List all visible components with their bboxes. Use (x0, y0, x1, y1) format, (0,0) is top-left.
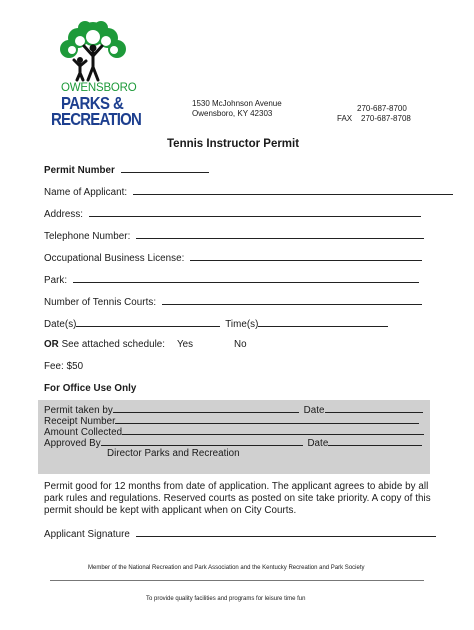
address-label: Address: (44, 209, 84, 220)
signature-label: Applicant Signature (44, 529, 130, 540)
permit-date-label: Date (303, 405, 325, 416)
signature-row (44, 527, 436, 540)
office-use-heading: For Office Use Only (44, 383, 137, 394)
park-field[interactable] (73, 273, 419, 283)
approved-date-label: Date (307, 438, 329, 449)
schedule-row (44, 339, 165, 350)
applicant-name-row (44, 185, 453, 198)
address-line-2: Owensboro, KY 42303 (192, 109, 273, 118)
address-field[interactable] (89, 207, 421, 217)
address-line-1: 1530 McJohnson Avenue (192, 99, 282, 108)
fax-number: 270-687-8708 (361, 114, 411, 123)
permit-taken-label: Permit taken by (44, 405, 113, 416)
logo-owensboro: OWENSBORO (61, 82, 137, 94)
dates-times-row (44, 317, 388, 330)
phone-number: 270-687-8700 (357, 104, 407, 113)
logo-parks: PARKS & (61, 93, 124, 114)
times-label: Time(s) (225, 319, 259, 330)
receipt-label: Receipt Number (44, 416, 116, 427)
park-label: Park: (44, 275, 68, 286)
schedule-label: See attached schedule: (61, 339, 166, 350)
park-row (44, 273, 419, 286)
page-title: Tennis Instructor Permit (167, 138, 300, 150)
mission-text: To provide quality facilities and programs for leisure time fun (146, 596, 306, 602)
tennis-courts-row (44, 295, 422, 308)
amount-label: Amount Collected (44, 427, 123, 438)
no-option[interactable]: No (234, 339, 247, 350)
fax-row (337, 114, 411, 123)
yes-option[interactable]: Yes (177, 339, 194, 350)
dates-field[interactable] (76, 317, 220, 327)
amount-field[interactable] (122, 425, 424, 435)
applicant-name-field[interactable] (133, 185, 453, 195)
tennis-courts-label: Number of Tennis Courts: (44, 297, 157, 308)
director-label: Director Parks and Recreation (107, 448, 240, 459)
footer-divider (50, 580, 424, 581)
telephone-label: Telephone Number: (44, 231, 131, 242)
business-license-row (44, 251, 422, 264)
terms-line-2: park rules and regulations. Reserved courts as posted on site take priority. A copy of this (44, 493, 431, 504)
membership-text: Member of the National Recreation and Park Association and the Kentucky Recreation and Park Society (88, 565, 365, 571)
receipt-field[interactable] (115, 414, 419, 424)
telephone-row (44, 229, 424, 242)
applicant-name-label: Name of Applicant: (44, 187, 128, 198)
permit-number-label: Permit Number (44, 165, 115, 176)
owensboro-parks-logo (50, 20, 142, 130)
business-license-field[interactable] (190, 251, 422, 261)
dates-label: Date(s) (44, 319, 77, 330)
approved-label: Approved By (44, 438, 101, 449)
address-row (44, 207, 421, 220)
approved-date-field[interactable] (328, 436, 422, 446)
or-label: OR (44, 339, 59, 350)
terms-line-1: Permit good for 12 months from date of application. The applicant agrees to abide by all (44, 481, 429, 492)
permit-taken-field[interactable] (113, 403, 299, 413)
fee-text: Fee: $50 (44, 361, 84, 372)
permit-number-field[interactable] (121, 163, 209, 173)
fax-label: FAX (337, 114, 353, 123)
signature-field[interactable] (136, 527, 436, 537)
business-license-label: Occupational Business License: (44, 253, 185, 264)
permit-number-row (44, 163, 209, 176)
approved-field[interactable] (101, 436, 303, 446)
telephone-field[interactable] (136, 229, 424, 239)
times-field[interactable] (258, 317, 388, 327)
tree-figures-icon (50, 20, 136, 82)
terms-line-3: permit should be kept with applicant when on City Courts. (44, 505, 297, 516)
logo-recreation: RECREATION (51, 109, 142, 130)
permit-date-field[interactable] (325, 403, 423, 413)
tennis-courts-field[interactable] (162, 295, 422, 305)
